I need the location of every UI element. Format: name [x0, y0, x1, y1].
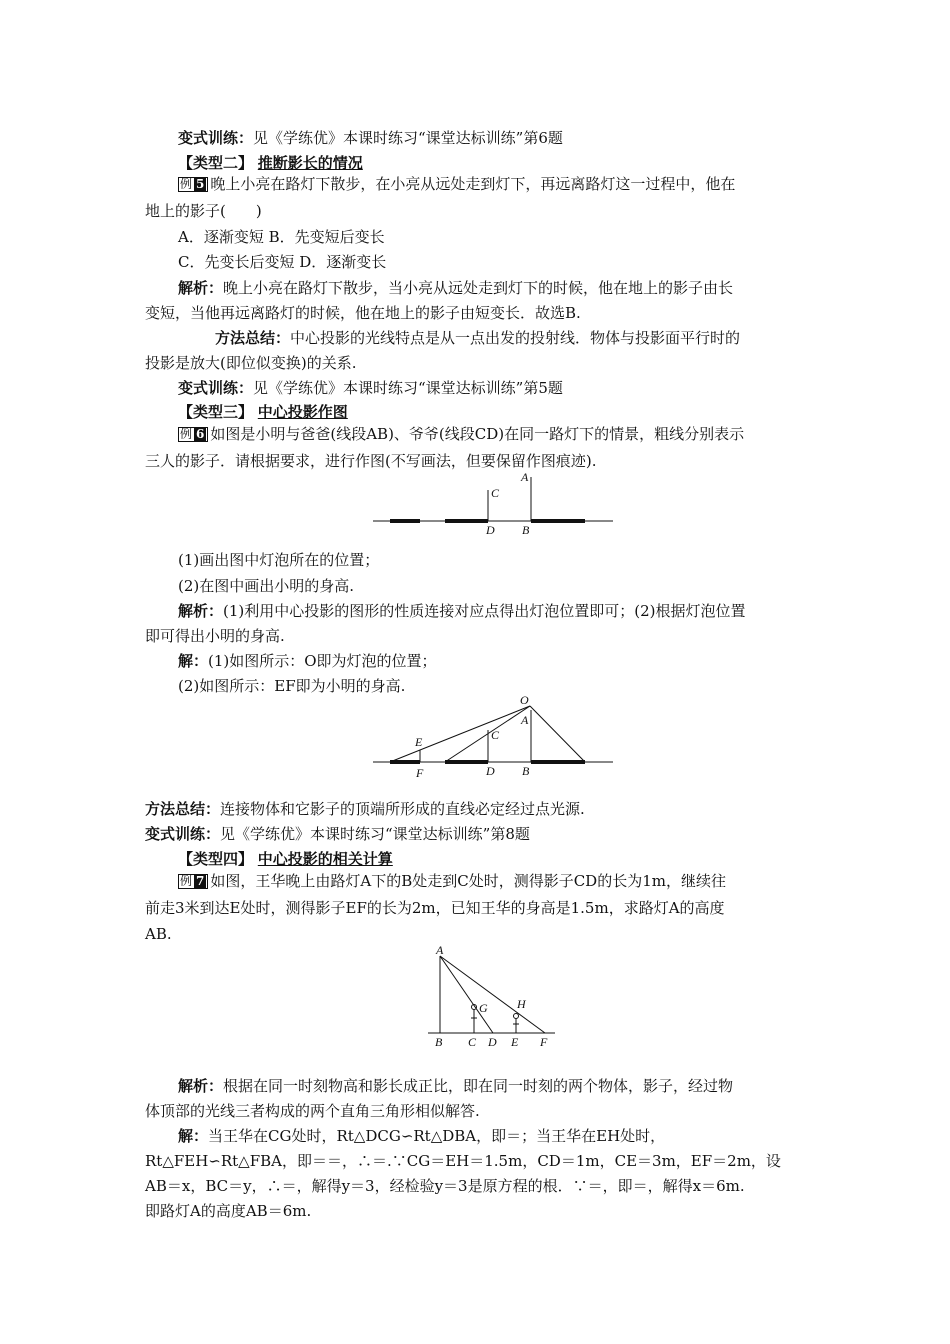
- example-5-stem-cont: 地上的影子( ): [145, 202, 262, 220]
- label-d: D: [486, 764, 495, 778]
- label-e: E: [415, 735, 423, 749]
- label-c: C: [468, 1035, 477, 1049]
- variant-training-3: 变式训练：见《学练优》本课时练习“课堂达标训练”第8题: [145, 825, 530, 843]
- analysis-6: 解析：(1)利用中心投影的图形的性质连接对应点得出灯泡位置即可；(2)根据灯泡位置: [178, 602, 746, 620]
- example-7-stem-end: AB.: [145, 925, 172, 943]
- example-badge: 例 7: [178, 874, 208, 889]
- analysis-5-cont: 变短，当他再远离路灯的时候，他在地上的影子由短变长．故选B.: [145, 304, 581, 322]
- method-summary-6: 方法总结：连接物体和它影子的顶端所形成的直线必定经过点光源.: [145, 800, 585, 818]
- solution-6-2: (2)如图所示：EF即为小明的身高.: [178, 677, 406, 695]
- type-3-heading: 【类型三】 中心投影作图: [178, 403, 348, 421]
- figure-shadows: [370, 468, 615, 540]
- example-6-stem-cont: 三人的影子．请根据要求，进行作图(不写画法，但要保留作图痕迹).: [145, 452, 597, 470]
- label-a: A: [436, 943, 444, 957]
- option-ab: A．逐渐变短 B．先变短后变长: [178, 228, 385, 246]
- method-summary-5-cont: 投影是放大(即位似变换)的关系.: [145, 354, 357, 372]
- label-b: B: [435, 1035, 443, 1049]
- analysis-5: 解析：晚上小亮在路灯下散步，当小亮从远处走到灯下的时候，他在地上的影子由长: [178, 279, 734, 297]
- variant-training-1: 变式训练：见《学练优》本课时练习“课堂达标训练”第6题: [178, 129, 563, 147]
- label-a: A: [521, 470, 529, 484]
- label-f: F: [540, 1035, 548, 1049]
- label-h: H: [517, 997, 526, 1011]
- solution-7-4: 即路灯A的高度AB＝6m.: [145, 1202, 312, 1220]
- variant-training-2: 变式训练：见《学练优》本课时练习“课堂达标训练”第5题: [178, 379, 563, 397]
- figure-light-source: [370, 692, 615, 782]
- type-2-heading: 【类型二】 推断影长的情况: [178, 154, 363, 172]
- label-d: D: [486, 523, 495, 537]
- label-o: O: [520, 693, 529, 707]
- example-badge: 例 5: [178, 177, 208, 192]
- solution-7-1: 解：当王华在CG处时，Rt△DCG∽Rt△DBA，即＝；当王华在EH处时，: [178, 1127, 666, 1145]
- analysis-6-cont: 即可得出小明的身高.: [145, 627, 285, 645]
- option-cd: C．先变长后变短 D．逐渐变长: [178, 253, 387, 271]
- example-badge: 例 6: [178, 427, 208, 442]
- method-summary-5: 方法总结：中心投影的光线特点是从一点出发的投射线．物体与投影面平行时的: [215, 329, 741, 347]
- solution-7-2: Rt△FEH∽Rt△FBA，即＝＝，∴＝.∵CG＝EH＝1.5m，CD＝1m，CE＝3m，EF＝2m，设: [145, 1152, 781, 1170]
- example-5-stem: 例 5 晚上小亮在路灯下散步，在小亮从远处走到灯下，再远离路灯这一过程中，他在: [180, 175, 736, 193]
- type-4-heading: 【类型四】 中心投影的相关计算: [178, 850, 393, 868]
- label-c: C: [491, 486, 500, 500]
- figure-street-lamp: [425, 942, 560, 1050]
- label-b: B: [522, 764, 530, 778]
- question-2: (2)在图中画出小明的身高.: [178, 577, 355, 595]
- label-d: D: [488, 1035, 497, 1049]
- label-g: G: [479, 1001, 488, 1015]
- solution-6-1: 解：(1)如图所示：O即为灯泡的位置；: [178, 652, 437, 670]
- question-1: (1)画出图中灯泡所在的位置；: [178, 551, 380, 569]
- analysis-7-cont: 体顶部的光线三者构成的两个直角三角形相似解答.: [145, 1102, 480, 1120]
- solution-7-3: AB＝x，BC＝y，∴＝，解得y＝3，经检验y＝3是原方程的根．∵＝，即＝，解得x＝6m.: [145, 1177, 745, 1195]
- example-7-stem-cont: 前走3米到达E处时，测得影子EF的长为2m，已知王华的身高是1.5m，求路灯A的高度: [145, 899, 725, 917]
- example-7-stem: 例 7 如图，王华晚上由路灯A下的B处走到C处时，测得影子CD的长为1m，继续往: [180, 872, 726, 890]
- label-c: C: [491, 728, 500, 742]
- label-a: A: [521, 713, 529, 727]
- label-b: B: [522, 523, 530, 537]
- example-6-stem: 例 6 如图是小明与爸爸(线段AB)、爷爷(线段CD)在同一路灯下的情景，粗线分别表示: [180, 425, 745, 443]
- analysis-7: 解析：根据在同一时刻物高和影长成正比，即在同一时刻的两个物体，影子，经过物: [178, 1077, 734, 1095]
- label-f: F: [416, 766, 424, 780]
- label-e: E: [511, 1035, 519, 1049]
